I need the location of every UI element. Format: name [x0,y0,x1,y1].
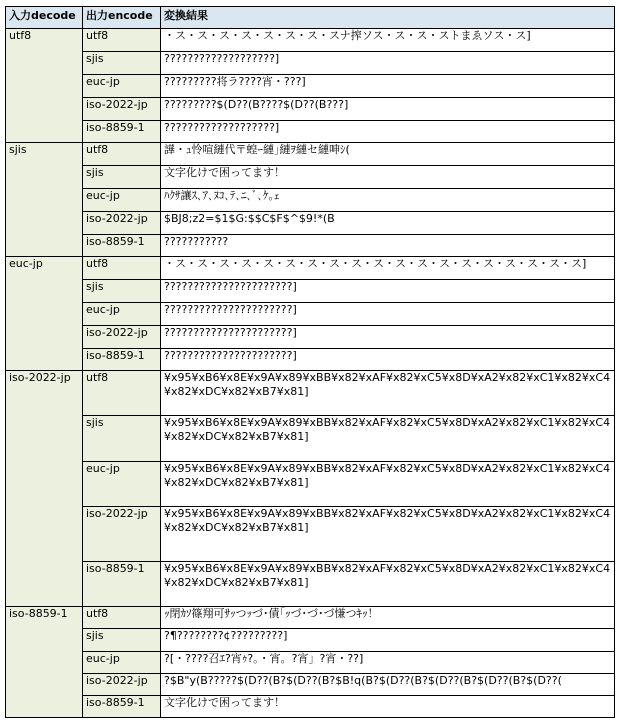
result-cell: ??????????????????????] [161,349,615,371]
decode-cell: iso-2022-jp [6,371,83,607]
result-cell: ¥x95¥xB6¥x8E¥x9A¥x89¥xBB¥x82¥xAF¥x82¥xC5¥x8D¥xA2¥x82¥xC1¥x82¥xC4¥x82¥xDC¥x82¥xB7¥x81] [161,462,615,507]
result-cell: ｯ閉ｶｿ篠翔可ｻｯつｯづ･債｢ｯづ･づ･づ慊つｷｯ！ [161,607,615,629]
result-cell: ???????????????????] [161,121,615,143]
table-row [6,143,615,166]
encode-cell: iso-2022-jp [83,674,161,696]
header-conversion-result: 変換結果 [161,7,615,29]
result-cell: 文字化けで困ってます！ [161,696,615,718]
table-row [6,257,615,280]
header-row [6,7,615,29]
encode-cell: euc-jp [83,652,161,674]
result-cell: ¥x95¥xB6¥x8E¥x9A¥x89¥xBB¥x82¥xAF¥x82¥xC5¥x8D¥xA2¥x82¥xC1¥x82¥xC4¥x82¥xDC¥x82¥xB7¥x81] [161,562,615,607]
encode-cell: sjis [83,166,161,189]
table-row [6,212,615,235]
encode-cell: utf8 [83,607,161,629]
table-row [6,696,615,718]
encode-cell: sjis [83,416,161,462]
encode-cell: sjis [83,52,161,75]
table-row [6,29,615,52]
decode-cell: sjis [6,143,83,257]
encode-cell: iso-8859-1 [83,349,161,371]
decode-cell: iso-8859-1 [6,607,83,718]
encode-cell: iso-8859-1 [83,235,161,257]
table-row [6,235,615,257]
table-row [6,371,615,416]
result-cell: ??????????????????????] [161,280,615,303]
table-row [6,416,615,462]
encode-cell: iso-2022-jp [83,212,161,235]
encoding-conversion-table [5,6,615,718]
table-row [6,189,615,212]
table-row [6,462,615,507]
table-row [6,507,615,562]
result-cell: ・ス・ス・ス・ス・ス・ス・ス・ス・ス・ス・ス・ス・ス・ス・ス・ス・ス・ス・ス] [161,257,615,280]
encode-cell: euc-jp [83,462,161,507]
header-input-decode: 入力decode [6,7,83,29]
encode-cell: utf8 [83,371,161,416]
encode-cell: sjis [83,280,161,303]
encode-cell: sjis [83,629,161,652]
encode-cell: iso-8859-1 [83,562,161,607]
result-cell: ?¶????????¢?????????] [161,629,615,652]
encode-cell: euc-jp [83,75,161,98]
result-cell: ??????????? [161,235,615,257]
table-row [6,121,615,143]
decode-cell: utf8 [6,29,83,143]
result-cell: 文字化けで困ってます！ [161,166,615,189]
table-row [6,607,615,629]
table-row [6,326,615,349]
table-row [6,52,615,75]
encode-cell: iso-8859-1 [83,696,161,718]
result-cell: ???????????????????] [161,52,615,75]
table-row [6,562,615,607]
encode-cell: utf8 [83,143,161,166]
result-cell: ?????????$(D??(B????$(D??(B???] [161,98,615,121]
encode-cell: euc-jp [83,303,161,326]
result-cell: ¥x95¥xB6¥x8E¥x9A¥x89¥xBB¥x82¥xAF¥x82¥xC5¥x8D¥xA2¥x82¥xC1¥x82¥xC4¥x82¥xDC¥x82¥xB7¥x81] [161,416,615,462]
header-output-encode: 出力encode [83,7,161,29]
result-cell: ¥x95¥xB6¥x8E¥x9A¥x89¥xBB¥x82¥xAF¥x82¥xC5¥x8D¥xA2¥x82¥xC1¥x82¥xC4¥x82¥xDC¥x82¥xB7¥x81] [161,507,615,562]
table-row [6,652,615,674]
result-cell: ??????????????????????] [161,303,615,326]
result-cell: ?????????将ラ????宵・???] [161,75,615,98]
encode-cell: iso-2022-jp [83,98,161,121]
encode-cell: euc-jp [83,189,161,212]
encode-cell: iso-8859-1 [83,121,161,143]
encode-cell: utf8 [83,29,161,52]
table-row [6,674,615,696]
result-cell: $BJ8;z2=$1$G:$$C$F$^$9!*(B [161,212,615,235]
encode-cell: iso-2022-jp [83,326,161,349]
encode-cell: iso-2022-jp [83,507,161,562]
table-row [6,629,615,652]
result-cell: ・ス・ス・ス・ス・ス・ス・ス・スナ搾ソス・ス・ス・ストまゑソス・ス] [161,29,615,52]
table-row [6,349,615,371]
decode-cell: euc-jp [6,257,83,371]
table-row [6,166,615,189]
result-cell: ﾊｸｻ讓ｽ､ｱ､ﾇｺ､ﾃ､ﾆ､ﾞ､ｹ｡ｪ [161,189,615,212]
result-cell: ??????????????????????] [161,326,615,349]
result-cell: ?[・????召ｴ?宵ｩ?。・宵。?宵」?宵・??] [161,652,615,674]
result-cell: 譁・ｭ怜喧縺代〒蝗ｰ縺｣縺ｦ縺セ縺呻ｼ( [161,143,615,166]
table-row [6,303,615,326]
result-cell: ?$B"y(B?????$(D??(B?$(D??(B?$B!q(B?$(D??(B?$(D??(B?$(D??(B?$(D??( [161,674,615,696]
table-row [6,75,615,98]
table-row [6,98,615,121]
result-cell: ¥x95¥xB6¥x8E¥x9A¥x89¥xBB¥x82¥xAF¥x82¥xC5¥x8D¥xA2¥x82¥xC1¥x82¥xC4¥x82¥xDC¥x82¥xB7¥x81] [161,371,615,416]
encode-cell: utf8 [83,257,161,280]
table-row [6,280,615,303]
